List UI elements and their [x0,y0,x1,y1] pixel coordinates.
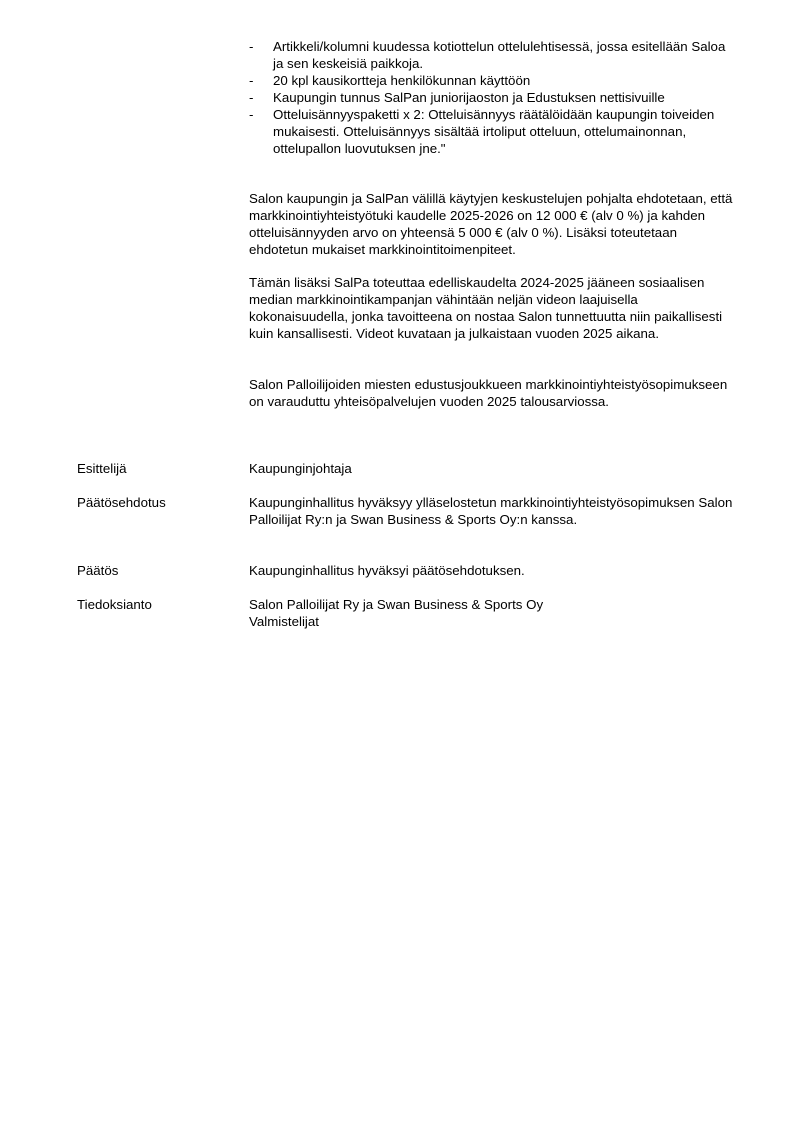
recipient-line: Valmistelijat [249,614,319,629]
list-item [249,89,739,106]
benefit-list [249,38,739,157]
field-label-tiedoksianto: Tiedoksianto [77,597,152,612]
list-item-text: Otteluisännyyspaketti x 2: Otteluisännyys räätälöidään kaupungin toiveiden mukaisesti. Otteluisännyys sisältää irtoliput otteluun, ottelumainonnan, ottelupallon luovutuksen jne." [273,107,715,156]
list-item-text: 20 kpl kausikortteja henkilökunnan käyttöön [273,73,531,88]
bullet-dash: - [249,90,254,105]
field-label-esittelija: Esittelijä [77,461,127,476]
field-value-tiedoksianto [249,596,741,630]
field-value-paatos: Kaupunginhallitus hyväksyi päätösehdotuksen. [249,563,525,578]
paragraph-proposal: Salon kaupungin ja SalPan välillä käytyjen keskustelujen pohjalta ehdotetaan, että markkinointiyhteistyötuki kaudelle 2025-2026 on 12 000 € (alv 0 %) ja kahden otteluisännyyden arvo on yhteensä 5 000 € (alv 0 %). Lisäksi toteutetaan ehdotetun mukaiset markkinointitoimenpiteet. [249,191,733,257]
list-item [249,38,739,72]
bullet-dash: - [249,39,254,54]
field-label-paatosehdotus: Päätösehdotus [77,495,166,510]
bullet-dash: - [249,73,254,88]
bullet-dash: - [249,107,254,122]
paragraph-budget: Salon Palloilijoiden miesten edustusjoukkueen markkinointiyhteistyösopimukseen on varauduttu yhteisöpalvelujen vuoden 2025 talousarviossa. [249,377,728,409]
list-item [249,72,739,89]
list-item [249,106,739,157]
field-value-esittelija: Kaupunginjohtaja [249,461,352,476]
list-item-text: Artikkeli/kolumni kuudessa kotiottelun ottelulehtisessä, jossa esitellään Saloa ja sen keskeisiä paikkoja. [273,39,726,71]
field-value-paatosehdotus: Kaupunginhallitus hyväksyy ylläselostetun markkinointiyhteistyösopimuksen Salon Palloilijat Ry:n ja Swan Business & Sports Oy:n kanssa. [249,495,733,527]
list-item-text: Kaupungin tunnus SalPan juniorijaoston ja Edustuksen nettisivuille [273,90,665,105]
field-label-paatos: Päätös [77,563,119,578]
paragraph-campaign: Tämän lisäksi SalPa toteuttaa edelliskaudelta 2024-2025 jääneen sosiaalisen median markkinointikampanjan vähintään neljän videon laajuisella kokonaisuudella, jonka tavoitteena on nostaa Salon tunnettuutta niin paikallisesti kuin kansallisesti. Videot kuvataan ja julkaistaan vuoden 2025 aikana. [249,275,723,341]
recipient-line: Salon Palloilijat Ry ja Swan Business & Sports Oy [249,597,544,612]
